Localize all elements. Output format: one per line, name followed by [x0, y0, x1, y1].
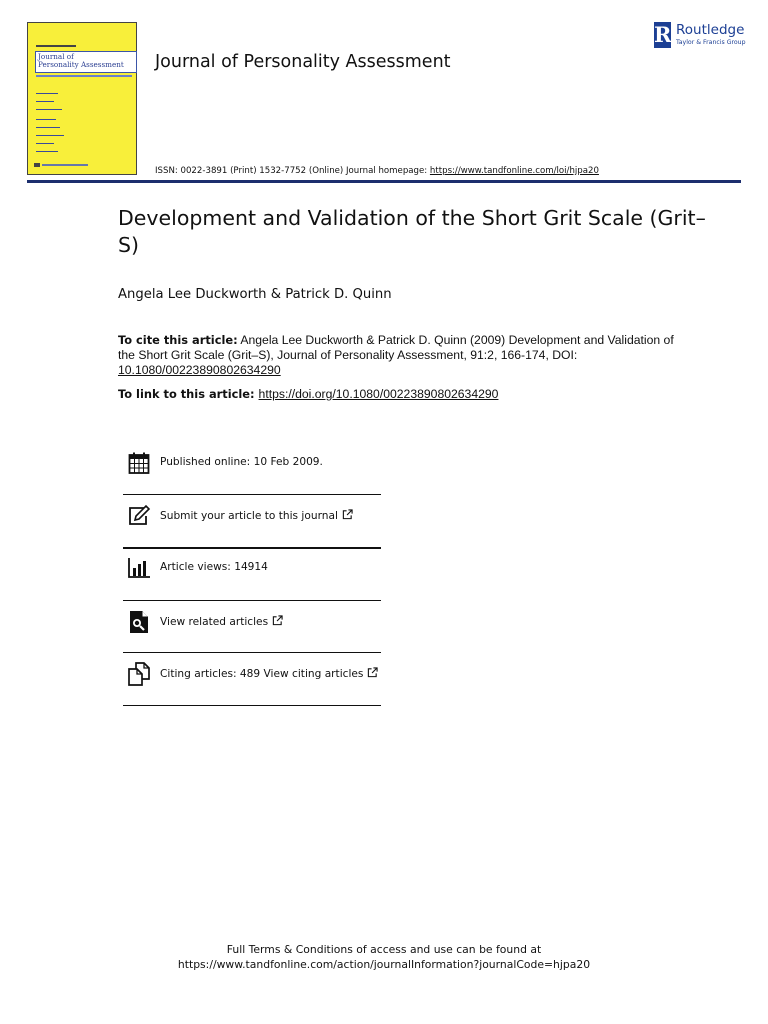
divider	[123, 547, 381, 549]
article-title: Development and Validation of the Short Grit Scale (Grit–S)	[118, 206, 706, 257]
article-authors: Angela Lee Duckworth & Patrick D. Quinn	[118, 287, 392, 302]
divider	[123, 600, 381, 601]
bar-chart-icon	[127, 556, 151, 580]
article-link-block	[118, 387, 498, 401]
journal-homepage-link[interactable]: https://www.tandfonline.com/loi/hjpa20	[429, 166, 599, 176]
divider	[123, 705, 381, 706]
external-link-icon	[342, 509, 353, 520]
submit-link[interactable]: Submit your article to this journal	[160, 510, 338, 522]
issn-line	[155, 166, 599, 176]
external-link-icon	[367, 667, 378, 678]
cite-label: To cite this article:	[118, 333, 238, 347]
footer-terms: Full Terms & Conditions of access and use can be found at	[226, 943, 542, 956]
issn-text: ISSN: 0022-3891 (Print) 1532-7752 (Online) Journal homepage:	[155, 166, 430, 176]
cite-text: Angela Lee Duckworth & Patrick D. Quinn (2009) Development and Validation of the Short Grit Scale (Grit–S), Journal of Personality Assessment, 91:2, 166-174, DOI:	[118, 333, 674, 362]
header-divider	[27, 180, 741, 183]
publisher-group: Taylor & Francis Group	[676, 39, 746, 46]
cover-title: Journal of Personality Assessment	[35, 51, 137, 73]
external-link-icon	[272, 615, 283, 626]
citing-articles-link[interactable]: Citing articles: 489 View citing articles	[160, 668, 364, 680]
citing-documents-icon	[127, 662, 151, 686]
publisher-name: Routledge	[676, 22, 745, 38]
search-document-icon	[127, 610, 151, 634]
published-date: Published online: 10 Feb 2009.	[160, 456, 323, 468]
footer	[0, 942, 768, 972]
article-views: Article views: 14914	[160, 561, 268, 573]
related-articles-link[interactable]: View related articles	[160, 616, 269, 628]
article-doi-link[interactable]: https://doi.org/10.1080/00223890802634290	[258, 387, 499, 401]
divider	[123, 652, 381, 653]
citation-block	[118, 333, 678, 377]
divider	[123, 494, 381, 495]
link-label: To link to this article:	[118, 387, 255, 401]
edit-icon	[127, 504, 151, 528]
footer-terms-url[interactable]: https://www.tandfonline.com/action/journalInformation?journalCode=hjpa20	[177, 958, 591, 971]
journal-title: Journal of Personality Assessment	[155, 52, 451, 72]
calendar-icon	[127, 451, 151, 475]
routledge-mark-icon: R	[654, 22, 672, 47]
journal-cover-image	[27, 22, 137, 175]
publisher-logo	[654, 22, 746, 50]
cite-doi-link[interactable]: 10.1080/00223890802634290	[118, 362, 281, 377]
